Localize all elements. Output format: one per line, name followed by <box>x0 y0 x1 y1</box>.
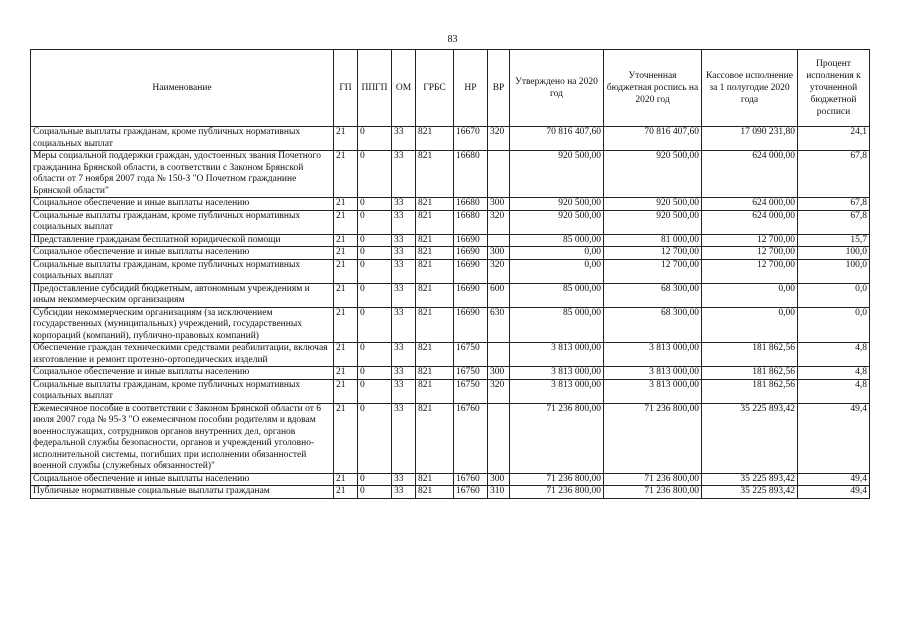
table-row <box>31 259 870 283</box>
cell-gp: 21 <box>334 198 358 211</box>
cell-name: Публичные нормативные социальные выплаты гражданам <box>31 486 334 499</box>
cell-name: Ежемесячное пособие в соответствии с Законом Брянской области от 6 июля 2007 года № 95-З "О ежемесячном пособии родителям и вдовам военнослужащих, сотрудников органов внутренних дел, органов федеральной службы безопасности, органов и учреждений уголовно-исполнительной системы, погибших при исполнении обязанностей военной службы (служебных обязанностей)" <box>31 403 334 473</box>
cell-name: Социальные выплаты гражданам, кроме публичных нормативных социальных выплат <box>31 259 334 283</box>
cell-vr: 300 <box>488 367 510 380</box>
cell-gp: 21 <box>334 307 358 343</box>
cell-gp: 21 <box>334 210 358 234</box>
cell-om: 33 <box>392 151 416 198</box>
cell-approved: 85 000,00 <box>510 307 604 343</box>
cell-grbs: 821 <box>416 343 454 367</box>
cell-approved: 3 813 000,00 <box>510 367 604 380</box>
cell-approved: 71 236 800,00 <box>510 473 604 486</box>
cell-vr: 320 <box>488 379 510 403</box>
header-refined: Уточненная бюджетная роспись на 2020 год <box>604 50 702 127</box>
cell-ppgp: 0 <box>358 473 392 486</box>
cell-percent: 15,7 <box>798 234 870 247</box>
cell-cash: 181 862,56 <box>702 343 798 367</box>
cell-gp: 21 <box>334 379 358 403</box>
cell-vr: 300 <box>488 247 510 260</box>
cell-om: 33 <box>392 283 416 307</box>
cell-ppgp: 0 <box>358 127 392 151</box>
cell-nr: 16690 <box>454 259 488 283</box>
cell-grbs: 821 <box>416 473 454 486</box>
cell-vr: 300 <box>488 198 510 211</box>
header-name: Наименование <box>31 50 334 127</box>
cell-gp: 21 <box>334 127 358 151</box>
cell-approved: 70 816 407,60 <box>510 127 604 151</box>
cell-nr: 16690 <box>454 234 488 247</box>
budget-table <box>30 49 870 499</box>
cell-nr: 16750 <box>454 343 488 367</box>
cell-nr: 16750 <box>454 367 488 380</box>
cell-ppgp: 0 <box>358 283 392 307</box>
cell-cash: 17 090 231,80 <box>702 127 798 151</box>
cell-nr: 16690 <box>454 247 488 260</box>
cell-om: 33 <box>392 379 416 403</box>
cell-name: Социальные выплаты гражданам, кроме публичных нормативных социальных выплат <box>31 379 334 403</box>
cell-cash: 35 225 893,42 <box>702 403 798 473</box>
cell-cash: 181 862,56 <box>702 379 798 403</box>
cell-approved: 3 813 000,00 <box>510 343 604 367</box>
cell-cash: 181 862,56 <box>702 367 798 380</box>
cell-percent: 49,4 <box>798 486 870 499</box>
cell-vr: 320 <box>488 210 510 234</box>
header-nr: НР <box>454 50 488 127</box>
cell-ppgp: 0 <box>358 247 392 260</box>
cell-approved: 920 500,00 <box>510 198 604 211</box>
cell-nr: 16750 <box>454 379 488 403</box>
cell-grbs: 821 <box>416 210 454 234</box>
cell-om: 33 <box>392 486 416 499</box>
cell-cash: 12 700,00 <box>702 259 798 283</box>
cell-grbs: 821 <box>416 283 454 307</box>
cell-nr: 16760 <box>454 403 488 473</box>
table-row <box>31 151 870 198</box>
cell-om: 33 <box>392 259 416 283</box>
header-grbs: ГРБС <box>416 50 454 127</box>
cell-gp: 21 <box>334 473 358 486</box>
cell-gp: 21 <box>334 343 358 367</box>
cell-gp: 21 <box>334 486 358 499</box>
cell-gp: 21 <box>334 367 358 380</box>
cell-nr: 16760 <box>454 486 488 499</box>
cell-gp: 21 <box>334 247 358 260</box>
cell-vr: 310 <box>488 486 510 499</box>
cell-name: Представление гражданам бесплатной юридической помощи <box>31 234 334 247</box>
cell-refined: 68 300,00 <box>604 283 702 307</box>
cell-nr: 16680 <box>454 198 488 211</box>
cell-om: 33 <box>392 127 416 151</box>
cell-name: Социальное обеспечение и иные выплаты населению <box>31 247 334 260</box>
cell-vr: 600 <box>488 283 510 307</box>
cell-om: 33 <box>392 210 416 234</box>
cell-percent: 67,8 <box>798 151 870 198</box>
cell-approved: 85 000,00 <box>510 283 604 307</box>
cell-name: Социальные выплаты гражданам, кроме публичных нормативных социальных выплат <box>31 210 334 234</box>
cell-refined: 12 700,00 <box>604 247 702 260</box>
cell-refined: 920 500,00 <box>604 198 702 211</box>
cell-ppgp: 0 <box>358 367 392 380</box>
cell-percent: 100,0 <box>798 259 870 283</box>
cell-om: 33 <box>392 247 416 260</box>
header-om: ОМ <box>392 50 416 127</box>
cell-percent: 4,8 <box>798 379 870 403</box>
cell-cash: 12 700,00 <box>702 247 798 260</box>
cell-name: Субсидии некоммерческим организациям (за исключением государственных (муниципальных) учреждений, государственных корпораций (компаний), публично-правовых компаний) <box>31 307 334 343</box>
cell-approved: 3 813 000,00 <box>510 379 604 403</box>
cell-om: 33 <box>392 473 416 486</box>
cell-cash: 0,00 <box>702 307 798 343</box>
cell-refined: 70 816 407,60 <box>604 127 702 151</box>
cell-percent: 0,0 <box>798 307 870 343</box>
cell-approved: 0,00 <box>510 247 604 260</box>
cell-grbs: 821 <box>416 247 454 260</box>
cell-ppgp: 0 <box>358 343 392 367</box>
cell-om: 33 <box>392 198 416 211</box>
cell-om: 33 <box>392 343 416 367</box>
table-row <box>31 283 870 307</box>
cell-grbs: 821 <box>416 151 454 198</box>
cell-name: Социальное обеспечение и иные выплаты населению <box>31 198 334 211</box>
cell-vr <box>488 151 510 198</box>
cell-ppgp: 0 <box>358 486 392 499</box>
cell-approved: 920 500,00 <box>510 210 604 234</box>
cell-approved: 71 236 800,00 <box>510 486 604 499</box>
cell-cash: 12 700,00 <box>702 234 798 247</box>
cell-percent: 4,8 <box>798 367 870 380</box>
cell-percent: 49,4 <box>798 403 870 473</box>
header-percent: Процент исполнения к уточненной бюджетной росписи <box>798 50 870 127</box>
table-header-row <box>31 50 870 127</box>
cell-om: 33 <box>392 367 416 380</box>
cell-nr: 16760 <box>454 473 488 486</box>
cell-om: 33 <box>392 307 416 343</box>
cell-refined: 3 813 000,00 <box>604 367 702 380</box>
cell-grbs: 821 <box>416 486 454 499</box>
cell-cash: 624 000,00 <box>702 151 798 198</box>
header-gp: ГП <box>334 50 358 127</box>
cell-approved: 0,00 <box>510 259 604 283</box>
cell-approved: 920 500,00 <box>510 151 604 198</box>
header-cash: Кассовое исполнение за 1 полугодие 2020 года <box>702 50 798 127</box>
cell-approved: 71 236 800,00 <box>510 403 604 473</box>
cell-vr <box>488 343 510 367</box>
cell-vr <box>488 234 510 247</box>
cell-cash: 624 000,00 <box>702 198 798 211</box>
cell-name: Обеспечение граждан техническими средствами реабилитации, включая изготовление и ремонт протезно-ортопедических изделий <box>31 343 334 367</box>
cell-gp: 21 <box>334 283 358 307</box>
table-row <box>31 473 870 486</box>
cell-refined: 3 813 000,00 <box>604 343 702 367</box>
cell-nr: 16680 <box>454 151 488 198</box>
cell-ppgp: 0 <box>358 379 392 403</box>
cell-om: 33 <box>392 234 416 247</box>
page-number: 83 <box>447 34 458 45</box>
cell-grbs: 821 <box>416 307 454 343</box>
cell-approved: 85 000,00 <box>510 234 604 247</box>
table-row <box>31 367 870 380</box>
cell-refined: 71 236 800,00 <box>604 486 702 499</box>
cell-vr: 320 <box>488 127 510 151</box>
cell-grbs: 821 <box>416 367 454 380</box>
cell-name: Социальное обеспечение и иные выплаты населению <box>31 367 334 380</box>
cell-nr: 16670 <box>454 127 488 151</box>
table-row <box>31 343 870 367</box>
header-vr: ВР <box>488 50 510 127</box>
cell-ppgp: 0 <box>358 307 392 343</box>
cell-ppgp: 0 <box>358 259 392 283</box>
cell-cash: 624 000,00 <box>702 210 798 234</box>
cell-ppgp: 0 <box>358 210 392 234</box>
cell-cash: 35 225 893,42 <box>702 486 798 499</box>
table-row <box>31 234 870 247</box>
cell-vr: 320 <box>488 259 510 283</box>
cell-name: Предоставление субсидий бюджетным, автономным учреждениям и иным некоммерческим организациям <box>31 283 334 307</box>
table-row <box>31 403 870 473</box>
cell-percent: 67,8 <box>798 198 870 211</box>
cell-gp: 21 <box>334 234 358 247</box>
cell-vr: 630 <box>488 307 510 343</box>
cell-percent: 24,1 <box>798 127 870 151</box>
header-approved: Утверждено на 2020 год <box>510 50 604 127</box>
cell-name: Меры социальной поддержки граждан, удостоенных звания Почетного гражданина Брянской области, в соответствии с Законом Брянской области от 7 ноября 2007 года № 150-З "О Почетном гражданине Брянской области" <box>31 151 334 198</box>
cell-grbs: 821 <box>416 198 454 211</box>
cell-refined: 71 236 800,00 <box>604 473 702 486</box>
table-row <box>31 210 870 234</box>
cell-refined: 920 500,00 <box>604 210 702 234</box>
cell-cash: 0,00 <box>702 283 798 307</box>
cell-grbs: 821 <box>416 259 454 283</box>
table-row <box>31 247 870 260</box>
table-body <box>31 127 870 499</box>
cell-refined: 920 500,00 <box>604 151 702 198</box>
table-row <box>31 486 870 499</box>
cell-percent: 0,0 <box>798 283 870 307</box>
table-row <box>31 307 870 343</box>
cell-grbs: 821 <box>416 234 454 247</box>
cell-nr: 16690 <box>454 307 488 343</box>
cell-cash: 35 225 893,42 <box>702 473 798 486</box>
cell-vr: 300 <box>488 473 510 486</box>
cell-refined: 12 700,00 <box>604 259 702 283</box>
cell-nr: 16680 <box>454 210 488 234</box>
cell-gp: 21 <box>334 259 358 283</box>
table-row <box>31 198 870 211</box>
cell-ppgp: 0 <box>358 151 392 198</box>
cell-percent: 49,4 <box>798 473 870 486</box>
cell-ppgp: 0 <box>358 234 392 247</box>
cell-percent: 67,8 <box>798 210 870 234</box>
cell-grbs: 821 <box>416 379 454 403</box>
table-row <box>31 379 870 403</box>
cell-vr <box>488 403 510 473</box>
table-row <box>31 127 870 151</box>
cell-name: Социальное обеспечение и иные выплаты населению <box>31 473 334 486</box>
cell-refined: 3 813 000,00 <box>604 379 702 403</box>
cell-ppgp: 0 <box>358 198 392 211</box>
cell-refined: 71 236 800,00 <box>604 403 702 473</box>
cell-om: 33 <box>392 403 416 473</box>
cell-nr: 16690 <box>454 283 488 307</box>
cell-percent: 4,8 <box>798 343 870 367</box>
cell-refined: 68 300,00 <box>604 307 702 343</box>
cell-name: Социальные выплаты гражданам, кроме публичных нормативных социальных выплат <box>31 127 334 151</box>
cell-grbs: 821 <box>416 403 454 473</box>
cell-refined: 81 000,00 <box>604 234 702 247</box>
cell-grbs: 821 <box>416 127 454 151</box>
cell-gp: 21 <box>334 151 358 198</box>
cell-ppgp: 0 <box>358 403 392 473</box>
cell-percent: 100,0 <box>798 247 870 260</box>
header-ppgp: ППГП <box>358 50 392 127</box>
cell-gp: 21 <box>334 403 358 473</box>
